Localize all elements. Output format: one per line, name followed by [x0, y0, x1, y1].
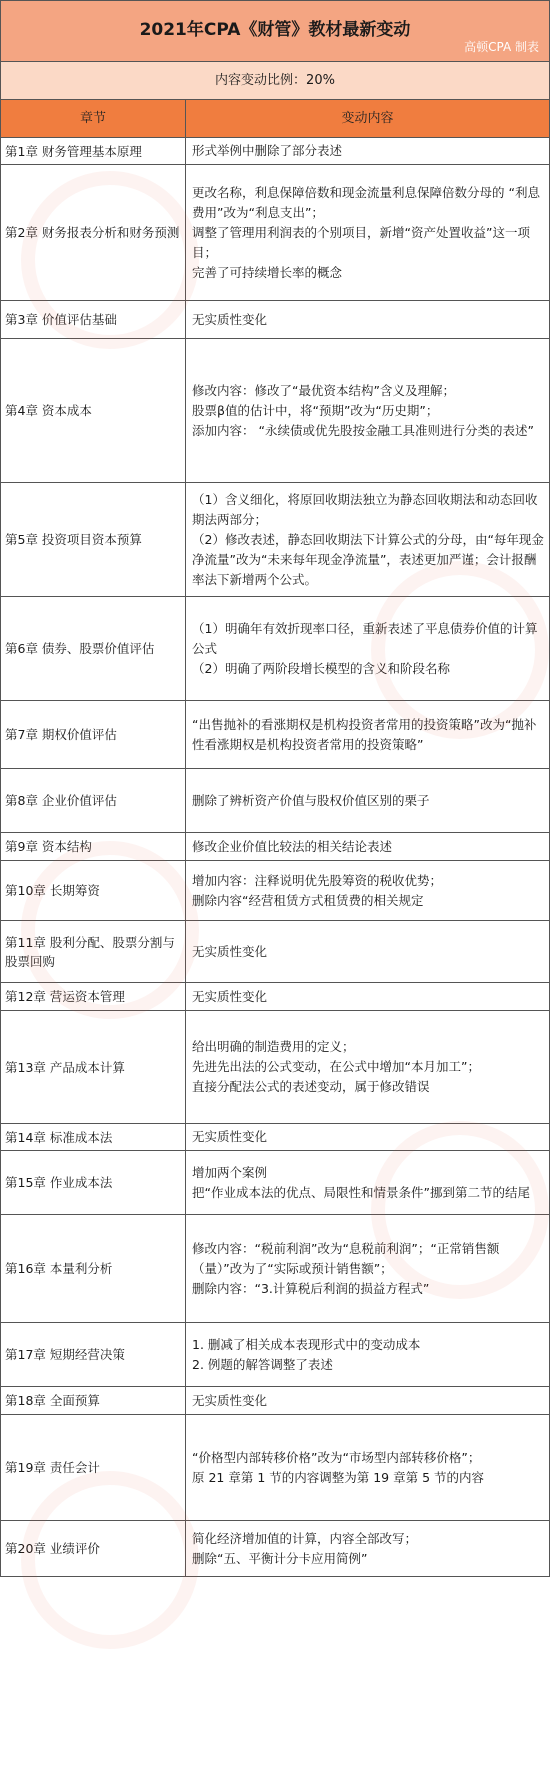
content-line: 无实质性变化 — [192, 988, 268, 1004]
chapter-cell: 第7章 期权价值评估 — [1, 701, 186, 768]
table-row — [1, 1124, 549, 1151]
table-body — [1, 138, 549, 1577]
content-line: 修改内容：“税前利润”改为“息税前利润”；“正常销售额（量）”改为了“实际或预计销售额”； — [192, 1240, 500, 1276]
content-cell — [186, 861, 549, 920]
content-line: （1）含义细化，将原回收期法独立为静态回收期法和动态回收期法两部分； — [192, 491, 538, 527]
table-row — [1, 339, 549, 483]
chapter-cell: 第11章 股利分配、股票分割与股票回购 — [1, 921, 186, 982]
table-row — [1, 1387, 549, 1415]
chapter-cell: 第1章 财务管理基本原理 — [1, 138, 186, 164]
content-cell — [186, 983, 549, 1010]
chapter-cell: 第2章 财务报表分析和财务预测 — [1, 165, 186, 300]
chapter-cell: 第17章 短期经营决策 — [1, 1323, 186, 1386]
content-cell — [186, 483, 549, 596]
change-ratio: 内容变动比例：20% — [1, 62, 549, 100]
table-row — [1, 1323, 549, 1387]
content-cell — [186, 1387, 549, 1414]
content-line: 删除内容“经营租赁方式租赁费的相关规定 — [192, 892, 424, 908]
content-line: （2）修改表述，静态回收期法下计算公式的分母，由“每年现金净流量”改为“未来每年现金净流量”，表述更加严谨；会计报酬率法下新增两个公式。 — [192, 531, 544, 587]
content-line: 修改企业价值比较法的相关结论表述 — [192, 838, 393, 854]
content-line: 2. 例题的解答调整了表述 — [192, 1356, 333, 1372]
chapter-cell: 第16章 本量利分析 — [1, 1215, 186, 1322]
content-cell — [186, 1521, 549, 1576]
chapter-cell: 第14章 标准成本法 — [1, 1124, 186, 1150]
content-cell — [186, 833, 549, 860]
content-cell — [186, 921, 549, 982]
content-line: 更改名称，利息保障倍数和现金流量利息保障倍数分母的 “利息费用”改为“利息支出”； — [192, 184, 540, 220]
content-line: 增加两个案例 — [192, 1164, 268, 1180]
content-line: 添加内容： “永续债或优先股按金融工具准则进行分类的表述” — [192, 422, 534, 438]
table-row — [1, 1521, 549, 1577]
content-line: 把“作业成本法的优点、局限性和情景条件”挪到第二节的结尾 — [192, 1184, 530, 1200]
chapter-cell: 第19章 责任会计 — [1, 1415, 186, 1520]
table-row — [1, 769, 549, 833]
content-line: 删除了辨析资产价值与股权价值区别的栗子 — [192, 792, 430, 808]
table-title-row — [1, 1, 549, 62]
chapter-cell: 第12章 营运资本管理 — [1, 983, 186, 1010]
table-row — [1, 833, 549, 861]
chapter-cell: 第13章 产品成本计算 — [1, 1011, 186, 1123]
content-cell — [186, 1011, 549, 1123]
header-content: 变动内容 — [341, 111, 394, 126]
chapter-cell: 第8章 企业价值评估 — [1, 769, 186, 832]
content-line: 无实质性变化 — [192, 1392, 268, 1408]
header-chapter: 章节 — [1, 100, 186, 137]
content-line: 先进先出法的公式变动，在公式中增加“本月加工”； — [192, 1059, 480, 1074]
table-row — [1, 921, 549, 983]
table-row — [1, 1151, 549, 1215]
content-line: 修改内容：修改了“最优资本结构”含义及理解； — [192, 382, 455, 398]
chapter-cell: 第3章 价值评估基础 — [1, 301, 186, 338]
content-cell — [186, 1215, 549, 1322]
content-line: 调整了管理用利润表的个别项目，新增“资产处置收益”这一项目； — [192, 224, 530, 260]
content-cell — [186, 339, 549, 482]
content-cell — [186, 1151, 549, 1214]
content-line: 直接分配法公式的表述变动，属于修改错误 — [192, 1079, 430, 1094]
content-cell — [186, 1415, 549, 1520]
content-line: “价格型内部转移价格”改为“市场型内部转移价格”； — [192, 1449, 481, 1465]
chapter-cell: 第18章 全面预算 — [1, 1387, 186, 1414]
table-row — [1, 1215, 549, 1323]
content-line: 形式举例中删除了部分表述 — [192, 143, 343, 158]
content-line: 无实质性变化 — [192, 311, 268, 327]
content-cell — [186, 1124, 549, 1150]
table-row — [1, 861, 549, 921]
table-row — [1, 983, 549, 1011]
content-line: 简化经济增加值的计算，内容全部改写； — [192, 1530, 418, 1546]
chapter-cell: 第20章 业绩评价 — [1, 1521, 186, 1576]
table-credit: 高顿CPA 制表 — [464, 40, 539, 54]
content-cell — [186, 701, 549, 768]
chapter-cell: 第9章 资本结构 — [1, 833, 186, 860]
content-cell — [186, 597, 549, 700]
chapter-cell: 第6章 债券、股票价值评估 — [1, 597, 186, 700]
content-line: 给出明确的制造费用的定义； — [192, 1039, 355, 1054]
chapter-cell: 第5章 投资项目资本预算 — [1, 483, 186, 596]
content-line: 原 21 章第 1 节的内容调整为第 19 章第 5 节的内容 — [192, 1469, 485, 1485]
chapter-cell: 第4章 资本成本 — [1, 339, 186, 482]
content-line: 1. 删减了相关成本表现形式中的变动成本 — [192, 1336, 421, 1352]
table-header-row — [1, 100, 549, 138]
table-row — [1, 165, 549, 301]
content-cell — [186, 301, 549, 338]
content-cell — [186, 769, 549, 832]
content-line: 增加内容：注释说明优先股筹资的税收优势； — [192, 872, 443, 888]
content-line: “出售抛补的看涨期权是机构投资者常用的投资策略”改为“抛补性看涨期权是机构投资者常用的投资策略” — [192, 716, 537, 752]
chapter-cell: 第15章 作业成本法 — [1, 1151, 186, 1214]
content-line: 无实质性变化 — [192, 943, 268, 959]
table-row — [1, 1415, 549, 1521]
table-row — [1, 1011, 549, 1124]
content-line: 删除“五、平衡计分卡应用简例” — [192, 1550, 368, 1566]
content-line: 完善了可持续增长率的概念 — [192, 264, 343, 280]
content-line: （2）明确了两阶段增长模型的含义和阶段名称 — [192, 660, 450, 676]
content-cell — [186, 1323, 549, 1386]
content-line: 股票β值的估计中，将“预期”改为“历史期”； — [192, 402, 439, 418]
content-line: 删除内容：“3.计算税后利润的损益方程式” — [192, 1280, 430, 1296]
table-row — [1, 301, 549, 339]
table-title: 2021年CPA《财管》教材最新变动 — [139, 20, 411, 40]
table-row — [1, 138, 549, 165]
content-line: 无实质性变化 — [192, 1129, 268, 1144]
table-row — [1, 597, 549, 701]
content-line: （1）明确年有效折现率口径，重新表述了平息债券价值的计算公式 — [192, 620, 538, 656]
content-cell — [186, 165, 549, 300]
table-row — [1, 701, 549, 769]
chapter-cell: 第10章 长期筹资 — [1, 861, 186, 920]
content-cell — [186, 138, 549, 164]
table-row — [1, 483, 549, 597]
